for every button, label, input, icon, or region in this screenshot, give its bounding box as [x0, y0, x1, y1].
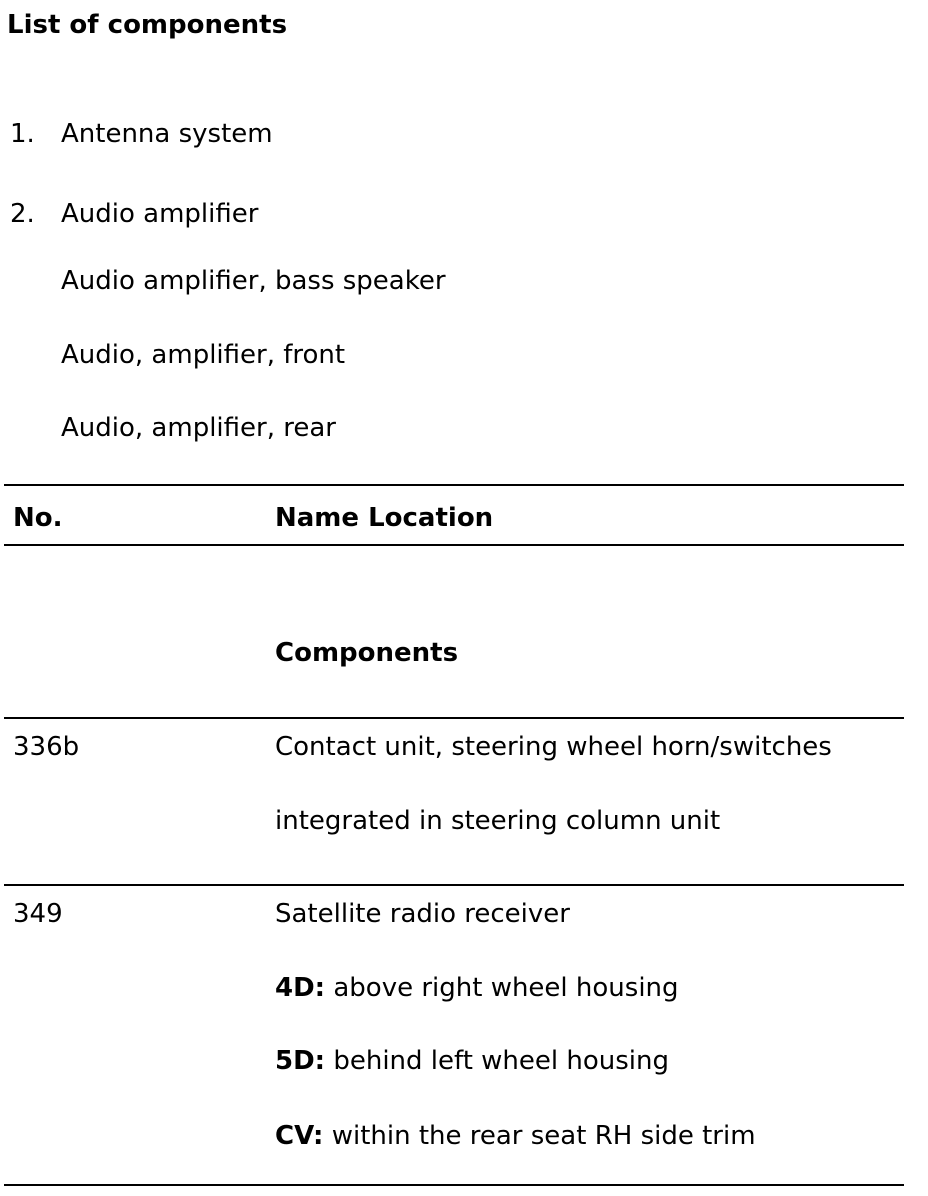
- header-name-location: [275, 505, 493, 531]
- list-item-number: 2.: [10, 199, 35, 229]
- list-item-label: Audio amplifier: [61, 199, 259, 229]
- table-top-rule: [4, 484, 904, 486]
- header-no: No.: [13, 503, 63, 533]
- header-bottom-rule: [4, 544, 904, 546]
- row-rule: [4, 717, 904, 719]
- page-title: List of components: [7, 10, 288, 40]
- row-line: [275, 1123, 756, 1149]
- list-item-number: 1.: [10, 119, 35, 149]
- row-line: [275, 975, 679, 1001]
- row-line-text: within the rear seat RH side trim: [331, 1121, 756, 1151]
- row-line-label: CV:: [275, 1121, 324, 1151]
- list-subitem: Audio, amplifier, rear: [61, 413, 336, 443]
- row-line-text: Satellite radio receiver: [275, 899, 570, 929]
- row-line-text: above right wheel housing: [333, 973, 679, 1003]
- row-number: 336b: [13, 732, 80, 762]
- list-item-label: Antenna system: [61, 119, 273, 149]
- list-subitem: Audio amplifier, bass speaker: [61, 266, 446, 296]
- row-line-label: 4D:: [275, 973, 326, 1003]
- row-rule: [4, 884, 904, 886]
- row-line-text: behind left wheel housing: [333, 1046, 670, 1076]
- row-line-text: Contact unit, steering wheel horn/switches: [275, 732, 832, 762]
- section-heading: Components: [275, 638, 459, 668]
- table-bottom-rule: [4, 1184, 904, 1186]
- row-line: [275, 1048, 669, 1074]
- header-location: Location: [368, 503, 494, 533]
- list-subitem: Audio, amplifier, front: [61, 340, 346, 370]
- header-name: Name: [275, 503, 360, 533]
- row-line-label: 5D:: [275, 1046, 326, 1076]
- row-line: [275, 808, 720, 834]
- row-line: [275, 901, 570, 927]
- row-number: 349: [13, 899, 63, 929]
- row-line-text: integrated in steering column unit: [275, 806, 721, 836]
- row-line: [275, 734, 832, 760]
